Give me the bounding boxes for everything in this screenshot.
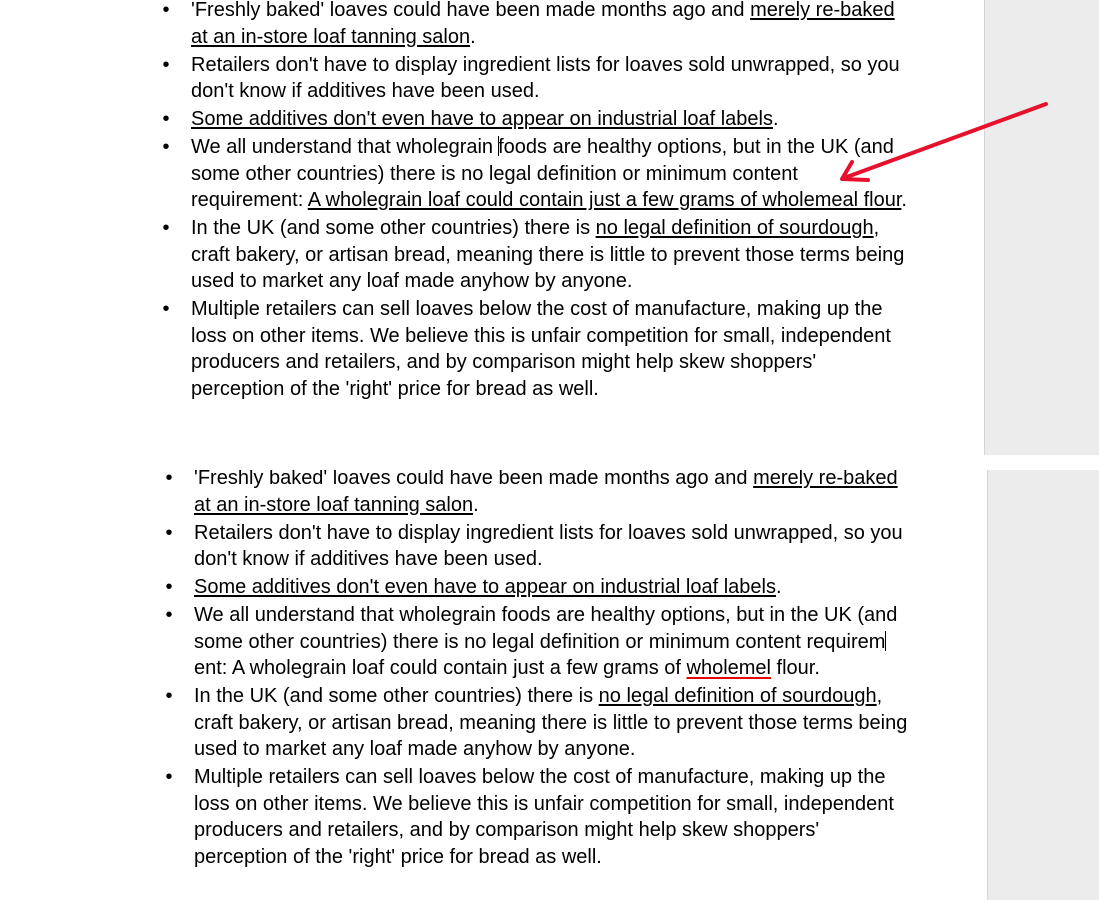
bullet-icon: • — [165, 604, 173, 626]
hyperlink[interactable]: merely re-baked at an in-store loaf tanning salon — [191, 0, 895, 48]
list-item[interactable] — [162, 215, 913, 295]
bullet-icon: • — [165, 521, 173, 544]
misspelled-word[interactable]: wholemel — [686, 657, 771, 679]
list-item[interactable] — [165, 520, 916, 573]
list-item[interactable] — [162, 0, 913, 50]
list-item-text: 'Freshly baked' loaves could have been made months ago and — [191, 0, 751, 21]
list-item-text: , craft bakery, or artisan bread, meaning there is little to prevent those terms being used to market any loaf made anyhow by anyone. — [194, 685, 908, 760]
list-item-text: . — [772, 108, 779, 130]
hyperlink[interactable]: Some additives don't even have to appear on industrial loaf labels — [194, 576, 776, 598]
list-item[interactable] — [162, 296, 913, 402]
list-item[interactable] — [162, 52, 913, 105]
list-item-text: ent: A wholegrain loaf could contain just a few grams of — [194, 657, 687, 679]
bullet-icon: • — [162, 217, 170, 239]
bullet-icon: • — [165, 576, 173, 598]
text-cursor — [885, 631, 886, 651]
bullet-icon: • — [162, 0, 170, 21]
list-item[interactable] — [165, 574, 916, 601]
document-view-bottom[interactable] — [0, 470, 1099, 900]
hyperlink[interactable]: no legal definition of sourdough — [598, 685, 877, 707]
list-item-text: Multiple retailers can sell loaves below the cost of manufacture, making up the loss on other items. We believe this is unfair competition for small, independent producers and retailers, and by comparison might help skew shoppers' perception of the 'right' price for bread as well. — [194, 766, 894, 868]
list-item-text: . — [775, 576, 782, 598]
hyperlink[interactable]: no legal definition of sourdough — [595, 217, 874, 239]
list-item-text: Retailers don't have to display ingredient lists for loaves sold unwrapped, so you don't know if additives have been used. — [194, 521, 903, 570]
document-margin-bottom — [987, 470, 1099, 900]
bullet-list-top[interactable] — [162, 0, 913, 404]
list-item-text: We all understand that wholegrain foods are healthy options, but in the UK (and some other countries) there is no legal definition or minimum content requirem — [194, 604, 898, 653]
list-item-text: , craft bakery, or artisan bread, meaning there is little to prevent those terms being used to market any loaf made anyhow by anyone. — [191, 217, 905, 292]
list-item-text: In the UK (and some other countries) there is — [191, 217, 596, 239]
bullet-icon: • — [165, 685, 173, 707]
red-arrow-icon — [820, 92, 1060, 192]
list-item[interactable] — [165, 602, 916, 682]
list-item-text: 'Freshly baked' loaves could have been made months ago and — [194, 470, 754, 489]
bullet-icon: • — [162, 53, 170, 76]
list-item-text: We all understand that wholegrain — [191, 136, 499, 158]
bullet-icon: • — [162, 298, 170, 320]
list-item-text: . — [901, 189, 907, 211]
bullet-icon: • — [162, 136, 170, 158]
list-item[interactable] — [162, 134, 913, 214]
list-item-text: . — [470, 25, 476, 48]
list-item-text: Multiple retailers can sell loaves below the cost of manufacture, making up the loss on other items. We believe this is unfair competition for small, independent producers and retailers, and by comparison might help skew shoppers' perception of the 'right' price for bread as well. — [191, 298, 891, 400]
hyperlink[interactable]: A wholegrain loaf could contain just a few grams of wholemeal flour — [307, 189, 902, 211]
hyperlink[interactable]: Some additives don't even have to appear on industrial loaf labels — [191, 108, 773, 130]
bullet-icon: • — [165, 470, 173, 489]
list-item-text: flour. — [771, 657, 820, 679]
list-item-text: foods are healthy options, but in the UK (and some other countries) there is no legal definition or minimum content requirement: — [191, 136, 894, 211]
hyperlink[interactable]: merely re-baked at an in-store loaf tanning salon — [194, 470, 898, 516]
list-item-text: . — [473, 493, 479, 516]
list-item[interactable] — [162, 106, 913, 133]
list-item[interactable] — [165, 470, 916, 518]
list-item[interactable] — [165, 764, 916, 870]
page-gap — [984, 455, 1099, 470]
bullet-icon: • — [165, 766, 173, 788]
list-item-text: Retailers don't have to display ingredient lists for loaves sold unwrapped, so you don't know if additives have been used. — [191, 53, 900, 102]
bullet-icon: • — [162, 108, 170, 130]
list-item[interactable] — [165, 683, 916, 763]
list-item-text: In the UK (and some other countries) there is — [194, 685, 599, 707]
bullet-list-bottom[interactable] — [165, 470, 916, 872]
document-margin-top — [984, 0, 1099, 455]
